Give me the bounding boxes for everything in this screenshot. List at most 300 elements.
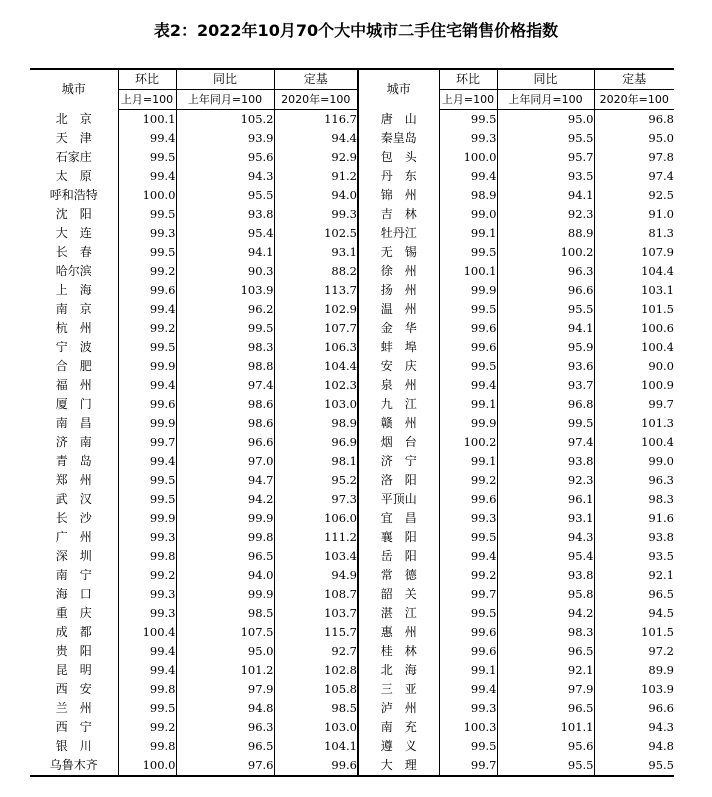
right-mom-cell: 99.5 bbox=[439, 604, 497, 623]
right-mom-cell: 100.3 bbox=[439, 718, 497, 737]
left-fixed-cell: 94.4 bbox=[274, 129, 358, 148]
right-fixed-cell: 97.2 bbox=[594, 642, 674, 661]
right-city-cell: 烟 台 bbox=[380, 435, 417, 449]
table-row bbox=[30, 338, 674, 357]
left-mom-cell: 99.6 bbox=[118, 281, 176, 300]
left-mom-cell: 99.2 bbox=[118, 718, 176, 737]
right-mom-cell: 99.1 bbox=[439, 452, 497, 471]
left-mom-cell: 99.9 bbox=[118, 414, 176, 433]
left-mom-cell: 99.2 bbox=[118, 566, 176, 585]
table-row bbox=[30, 528, 674, 547]
right-mom-cell: 99.3 bbox=[439, 129, 497, 148]
right-fixed-cell: 92.5 bbox=[594, 186, 674, 205]
left-yoy-cell: 107.5 bbox=[176, 623, 274, 642]
left-yoy-cell: 95.4 bbox=[176, 224, 274, 243]
right-mom-cell: 99.4 bbox=[439, 680, 497, 699]
right-mom-cell: 99.5 bbox=[439, 110, 497, 130]
left-mom-cell: 99.4 bbox=[118, 300, 176, 319]
table-row bbox=[30, 566, 674, 585]
left-fixed-cell: 93.1 bbox=[274, 243, 358, 262]
left-fixed-cell: 103.4 bbox=[274, 547, 358, 566]
table-row bbox=[30, 414, 674, 433]
right-city-cell: 湛 江 bbox=[380, 606, 417, 620]
left-fixed-cell: 104.1 bbox=[274, 737, 358, 756]
right-city-cell: 遵 义 bbox=[380, 739, 417, 753]
right-mom-cell: 99.7 bbox=[439, 756, 497, 776]
left-fixed-cell: 104.4 bbox=[274, 357, 358, 376]
table-row bbox=[30, 300, 674, 319]
left-yoy-cell: 96.5 bbox=[176, 547, 274, 566]
left-fixed-cell: 94.0 bbox=[274, 186, 358, 205]
left-city-cell: 厦 门 bbox=[55, 397, 92, 411]
header-yoy-base-left: 上年同月=100 bbox=[176, 90, 274, 110]
table-row bbox=[30, 243, 674, 262]
right-fixed-cell: 101.5 bbox=[594, 300, 674, 319]
right-yoy-cell: 95.4 bbox=[497, 547, 594, 566]
left-yoy-cell: 96.6 bbox=[176, 433, 274, 452]
table-row bbox=[30, 490, 674, 509]
left-mom-cell: 100.1 bbox=[118, 110, 176, 130]
left-yoy-cell: 98.6 bbox=[176, 395, 274, 414]
right-fixed-cell: 100.9 bbox=[594, 376, 674, 395]
left-yoy-cell: 95.5 bbox=[176, 186, 274, 205]
left-fixed-cell: 99.6 bbox=[274, 756, 358, 776]
left-yoy-cell: 94.3 bbox=[176, 167, 274, 186]
left-yoy-cell: 98.8 bbox=[176, 357, 274, 376]
table-row bbox=[30, 509, 674, 528]
left-city-cell: 天 津 bbox=[55, 131, 92, 145]
right-city-cell: 韶 关 bbox=[380, 587, 417, 601]
left-yoy-cell: 99.8 bbox=[176, 528, 274, 547]
left-fixed-cell: 102.8 bbox=[274, 661, 358, 680]
left-mom-cell: 99.5 bbox=[118, 490, 176, 509]
left-fixed-cell: 88.2 bbox=[274, 262, 358, 281]
right-mom-cell: 99.6 bbox=[439, 642, 497, 661]
left-city-cell: 石家庄 bbox=[55, 150, 92, 164]
left-mom-cell: 99.7 bbox=[118, 433, 176, 452]
left-fixed-cell: 92.7 bbox=[274, 642, 358, 661]
left-yoy-cell: 96.3 bbox=[176, 718, 274, 737]
right-fixed-cell: 97.8 bbox=[594, 148, 674, 167]
left-fixed-cell: 102.5 bbox=[274, 224, 358, 243]
left-fixed-cell: 98.5 bbox=[274, 699, 358, 718]
left-city-cell: 西 安 bbox=[55, 682, 92, 696]
left-yoy-cell: 99.9 bbox=[176, 509, 274, 528]
left-yoy-cell: 99.5 bbox=[176, 319, 274, 338]
left-yoy-cell: 99.9 bbox=[176, 585, 274, 604]
left-fixed-cell: 102.3 bbox=[274, 376, 358, 395]
table-body bbox=[30, 110, 674, 777]
left-city-cell: 兰 州 bbox=[55, 701, 92, 715]
right-city-cell: 平顶山 bbox=[380, 492, 417, 506]
right-mom-cell: 99.4 bbox=[439, 376, 497, 395]
right-yoy-cell: 93.6 bbox=[497, 357, 594, 376]
left-yoy-cell: 93.9 bbox=[176, 129, 274, 148]
left-city-cell: 沈 阳 bbox=[55, 207, 92, 221]
right-mom-cell: 99.5 bbox=[439, 528, 497, 547]
right-yoy-cell: 93.1 bbox=[497, 509, 594, 528]
table-row bbox=[30, 357, 674, 376]
left-fixed-cell: 107.7 bbox=[274, 319, 358, 338]
right-yoy-cell: 92.3 bbox=[497, 205, 594, 224]
left-yoy-cell: 93.8 bbox=[176, 205, 274, 224]
header-mom-base-left: 上月=100 bbox=[118, 90, 176, 110]
header-fixed-base-right: 2020年=100 bbox=[594, 90, 674, 110]
right-fixed-cell: 94.3 bbox=[594, 718, 674, 737]
right-city-cell: 济 宁 bbox=[380, 454, 417, 468]
header-yoy-left: 同比 bbox=[176, 69, 274, 90]
left-mom-cell: 99.2 bbox=[118, 319, 176, 338]
right-mom-cell: 99.5 bbox=[439, 243, 497, 262]
right-fixed-cell: 100.4 bbox=[594, 338, 674, 357]
right-fixed-cell: 89.9 bbox=[594, 661, 674, 680]
right-city-cell: 丹 东 bbox=[380, 169, 417, 183]
right-yoy-cell: 96.8 bbox=[497, 395, 594, 414]
left-yoy-cell: 98.3 bbox=[176, 338, 274, 357]
left-city-cell: 呼和浩特 bbox=[49, 188, 98, 202]
left-yoy-cell: 97.0 bbox=[176, 452, 274, 471]
right-city-cell: 常 德 bbox=[380, 568, 417, 582]
right-yoy-cell: 100.2 bbox=[497, 243, 594, 262]
left-mom-cell: 99.3 bbox=[118, 604, 176, 623]
left-mom-cell: 99.2 bbox=[118, 262, 176, 281]
right-city-cell: 无 锡 bbox=[380, 245, 417, 259]
right-mom-cell: 98.9 bbox=[439, 186, 497, 205]
table-row bbox=[30, 167, 674, 186]
right-mom-cell: 99.1 bbox=[439, 395, 497, 414]
right-fixed-cell: 81.3 bbox=[594, 224, 674, 243]
right-mom-cell: 99.3 bbox=[439, 699, 497, 718]
table-row bbox=[30, 680, 674, 699]
left-city-cell: 合 肥 bbox=[55, 359, 92, 373]
left-fixed-cell: 99.3 bbox=[274, 205, 358, 224]
right-yoy-cell: 95.6 bbox=[497, 737, 594, 756]
right-fixed-cell: 93.8 bbox=[594, 528, 674, 547]
table-title: 表2：2022年10月70个大中城市二手住宅销售价格指数 bbox=[153, 21, 559, 40]
left-mom-cell: 99.4 bbox=[118, 642, 176, 661]
left-city-cell: 青 岛 bbox=[55, 454, 92, 468]
left-mom-cell: 99.3 bbox=[118, 224, 176, 243]
price-index-table bbox=[30, 68, 674, 777]
table-row bbox=[30, 471, 674, 490]
left-fixed-cell: 115.7 bbox=[274, 623, 358, 642]
right-city-cell: 金 华 bbox=[380, 321, 417, 335]
right-fixed-cell: 96.5 bbox=[594, 585, 674, 604]
left-yoy-cell: 95.0 bbox=[176, 642, 274, 661]
left-yoy-cell: 90.3 bbox=[176, 262, 274, 281]
left-mom-cell: 99.9 bbox=[118, 509, 176, 528]
right-mom-cell: 99.9 bbox=[439, 281, 497, 300]
table-row bbox=[30, 452, 674, 471]
right-fixed-cell: 94.5 bbox=[594, 604, 674, 623]
left-fixed-cell: 113.7 bbox=[274, 281, 358, 300]
left-city-cell: 深 圳 bbox=[55, 549, 92, 563]
right-city-cell: 温 州 bbox=[380, 302, 417, 316]
left-fixed-cell: 91.2 bbox=[274, 167, 358, 186]
right-mom-cell: 99.9 bbox=[439, 414, 497, 433]
right-fixed-cell: 103.9 bbox=[594, 680, 674, 699]
right-city-cell: 牡丹江 bbox=[380, 226, 417, 240]
left-city-cell: 南 京 bbox=[55, 302, 92, 316]
right-city-cell: 三 亚 bbox=[380, 682, 417, 696]
left-mom-cell: 99.9 bbox=[118, 357, 176, 376]
header-row-2 bbox=[30, 90, 674, 110]
right-yoy-cell: 94.1 bbox=[497, 319, 594, 338]
table-row bbox=[30, 262, 674, 281]
right-yoy-cell: 98.3 bbox=[497, 623, 594, 642]
right-fixed-cell: 98.3 bbox=[594, 490, 674, 509]
left-fixed-cell: 102.9 bbox=[274, 300, 358, 319]
right-city-cell: 锦 州 bbox=[380, 188, 417, 202]
left-city-cell: 银 川 bbox=[55, 739, 92, 753]
left-mom-cell: 99.3 bbox=[118, 528, 176, 547]
table-row bbox=[30, 718, 674, 737]
left-mom-cell: 99.4 bbox=[118, 129, 176, 148]
left-yoy-cell: 98.5 bbox=[176, 604, 274, 623]
right-yoy-cell: 95.0 bbox=[497, 110, 594, 130]
left-fixed-cell: 98.9 bbox=[274, 414, 358, 433]
left-city-cell: 南 昌 bbox=[55, 416, 92, 430]
right-fixed-cell: 104.4 bbox=[594, 262, 674, 281]
left-fixed-cell: 95.2 bbox=[274, 471, 358, 490]
right-fixed-cell: 95.5 bbox=[594, 756, 674, 776]
right-yoy-cell: 92.3 bbox=[497, 471, 594, 490]
left-fixed-cell: 106.3 bbox=[274, 338, 358, 357]
left-yoy-cell: 94.2 bbox=[176, 490, 274, 509]
right-yoy-cell: 95.8 bbox=[497, 585, 594, 604]
left-city-cell: 郑 州 bbox=[55, 473, 92, 487]
right-fixed-cell: 101.3 bbox=[594, 414, 674, 433]
table-row bbox=[30, 129, 674, 148]
right-mom-cell: 99.1 bbox=[439, 224, 497, 243]
left-fixed-cell: 106.0 bbox=[274, 509, 358, 528]
right-fixed-cell: 94.8 bbox=[594, 737, 674, 756]
right-mom-cell: 99.3 bbox=[439, 509, 497, 528]
left-city-cell: 杭 州 bbox=[55, 321, 92, 335]
right-mom-cell: 99.7 bbox=[439, 585, 497, 604]
right-yoy-cell: 95.5 bbox=[497, 300, 594, 319]
left-yoy-cell: 97.9 bbox=[176, 680, 274, 699]
header-yoy-base-right: 上年同月=100 bbox=[497, 90, 594, 110]
table-row bbox=[30, 148, 674, 167]
right-fixed-cell: 91.0 bbox=[594, 205, 674, 224]
table-row bbox=[30, 376, 674, 395]
right-fixed-cell: 93.5 bbox=[594, 547, 674, 566]
right-fixed-cell: 91.6 bbox=[594, 509, 674, 528]
right-yoy-cell: 97.9 bbox=[497, 680, 594, 699]
right-yoy-cell: 95.5 bbox=[497, 129, 594, 148]
right-yoy-cell: 92.1 bbox=[497, 661, 594, 680]
right-city-cell: 蚌 埠 bbox=[380, 340, 417, 354]
right-yoy-cell: 95.5 bbox=[497, 756, 594, 776]
left-mom-cell: 100.0 bbox=[118, 186, 176, 205]
right-city-cell: 惠 州 bbox=[380, 625, 417, 639]
left-yoy-cell: 97.4 bbox=[176, 376, 274, 395]
left-yoy-cell: 96.2 bbox=[176, 300, 274, 319]
right-mom-cell: 99.5 bbox=[439, 300, 497, 319]
right-fixed-cell: 97.4 bbox=[594, 167, 674, 186]
right-mom-cell: 99.4 bbox=[439, 167, 497, 186]
right-city-cell: 宜 昌 bbox=[380, 511, 417, 525]
left-fixed-cell: 105.8 bbox=[274, 680, 358, 699]
header-mom-right: 环比 bbox=[439, 69, 497, 90]
left-city-cell: 南 宁 bbox=[55, 568, 92, 582]
left-mom-cell: 99.5 bbox=[118, 471, 176, 490]
left-yoy-cell: 94.0 bbox=[176, 566, 274, 585]
right-city-cell: 包 头 bbox=[380, 150, 417, 164]
left-mom-cell: 99.5 bbox=[118, 338, 176, 357]
right-mom-cell: 99.6 bbox=[439, 338, 497, 357]
left-fixed-cell: 92.9 bbox=[274, 148, 358, 167]
right-city-cell: 大 理 bbox=[358, 756, 439, 776]
left-mom-cell: 99.8 bbox=[118, 737, 176, 756]
table-row bbox=[30, 433, 674, 452]
left-fixed-cell: 103.0 bbox=[274, 395, 358, 414]
left-city-cell: 海 口 bbox=[55, 587, 92, 601]
header-mom-base-right: 上月=100 bbox=[439, 90, 497, 110]
left-yoy-cell: 98.6 bbox=[176, 414, 274, 433]
right-mom-cell: 100.2 bbox=[439, 433, 497, 452]
left-city-cell: 广 州 bbox=[55, 530, 92, 544]
left-fixed-cell: 97.3 bbox=[274, 490, 358, 509]
left-city-cell: 长 春 bbox=[55, 245, 92, 259]
left-fixed-cell: 116.7 bbox=[274, 110, 358, 130]
left-fixed-cell: 111.2 bbox=[274, 528, 358, 547]
table-row bbox=[30, 585, 674, 604]
right-fixed-cell: 103.1 bbox=[594, 281, 674, 300]
right-mom-cell: 99.6 bbox=[439, 490, 497, 509]
right-city-cell: 九 江 bbox=[380, 397, 417, 411]
table-row bbox=[30, 110, 674, 130]
left-yoy-cell: 94.7 bbox=[176, 471, 274, 490]
table-row bbox=[30, 623, 674, 642]
left-mom-cell: 100.4 bbox=[118, 623, 176, 642]
right-mom-cell: 99.2 bbox=[439, 566, 497, 585]
left-fixed-cell: 108.7 bbox=[274, 585, 358, 604]
left-city-cell: 北 京 bbox=[55, 111, 92, 126]
right-city-cell: 徐 州 bbox=[380, 264, 417, 278]
right-fixed-cell: 99.7 bbox=[594, 395, 674, 414]
header-city-right: 城市 bbox=[358, 69, 439, 110]
table-row bbox=[30, 604, 674, 623]
left-mom-cell: 99.4 bbox=[118, 452, 176, 471]
right-yoy-cell: 101.1 bbox=[497, 718, 594, 737]
left-city-cell: 贵 阳 bbox=[55, 644, 92, 658]
left-city-cell: 福 州 bbox=[55, 378, 92, 392]
table-row bbox=[30, 699, 674, 718]
right-mom-cell: 99.0 bbox=[439, 205, 497, 224]
left-mom-cell: 99.6 bbox=[118, 395, 176, 414]
right-fixed-cell: 96.3 bbox=[594, 471, 674, 490]
table-row bbox=[30, 661, 674, 680]
left-city-cell: 长 沙 bbox=[55, 511, 92, 525]
right-mom-cell: 99.2 bbox=[439, 471, 497, 490]
right-yoy-cell: 93.7 bbox=[497, 376, 594, 395]
right-yoy-cell: 94.1 bbox=[497, 186, 594, 205]
right-yoy-cell: 97.4 bbox=[497, 433, 594, 452]
right-city-cell: 泉 州 bbox=[380, 378, 417, 392]
right-fixed-cell: 92.1 bbox=[594, 566, 674, 585]
right-city-cell: 洛 阳 bbox=[380, 473, 417, 487]
right-yoy-cell: 94.2 bbox=[497, 604, 594, 623]
right-fixed-cell: 100.4 bbox=[594, 433, 674, 452]
right-yoy-cell: 96.5 bbox=[497, 699, 594, 718]
table-row bbox=[30, 224, 674, 243]
right-fixed-cell: 107.9 bbox=[594, 243, 674, 262]
left-fixed-cell: 96.9 bbox=[274, 433, 358, 452]
right-city-cell: 扬 州 bbox=[380, 283, 417, 297]
left-city-cell: 成 都 bbox=[55, 625, 92, 639]
header-fixed-left: 定基 bbox=[274, 69, 358, 90]
right-city-cell: 赣 州 bbox=[380, 416, 417, 430]
left-city-cell: 昆 明 bbox=[55, 663, 92, 677]
right-city-cell: 桂 林 bbox=[380, 644, 417, 658]
table-row bbox=[30, 756, 674, 776]
header-fixed-base-left: 2020年=100 bbox=[274, 90, 358, 110]
left-city-cell: 宁 波 bbox=[55, 340, 92, 354]
right-yoy-cell: 94.3 bbox=[497, 528, 594, 547]
right-mom-cell: 99.5 bbox=[439, 357, 497, 376]
left-city-cell: 重 庆 bbox=[55, 606, 92, 620]
left-city-cell: 上 海 bbox=[55, 283, 92, 297]
right-city-cell: 吉 林 bbox=[380, 207, 417, 221]
right-city-cell: 泸 州 bbox=[380, 701, 417, 715]
header-yoy-right: 同比 bbox=[497, 69, 594, 90]
left-mom-cell: 99.5 bbox=[118, 699, 176, 718]
right-city-cell: 北 海 bbox=[380, 663, 417, 677]
left-yoy-cell: 105.2 bbox=[176, 110, 274, 130]
left-mom-cell: 99.4 bbox=[118, 376, 176, 395]
right-yoy-cell: 88.9 bbox=[497, 224, 594, 243]
right-city-cell: 唐 山 bbox=[380, 111, 417, 126]
right-mom-cell: 100.1 bbox=[439, 262, 497, 281]
left-mom-cell: 100.0 bbox=[118, 756, 176, 776]
left-mom-cell: 99.5 bbox=[118, 205, 176, 224]
left-yoy-cell: 94.8 bbox=[176, 699, 274, 718]
left-mom-cell: 99.8 bbox=[118, 547, 176, 566]
right-yoy-cell: 96.3 bbox=[497, 262, 594, 281]
left-mom-cell: 99.5 bbox=[118, 148, 176, 167]
left-city-cell: 武 汉 bbox=[55, 492, 92, 506]
left-mom-cell: 99.5 bbox=[118, 243, 176, 262]
right-fixed-cell: 99.0 bbox=[594, 452, 674, 471]
table-row bbox=[30, 205, 674, 224]
right-mom-cell: 100.0 bbox=[439, 148, 497, 167]
right-fixed-cell: 96.6 bbox=[594, 699, 674, 718]
right-fixed-cell: 95.0 bbox=[594, 129, 674, 148]
left-mom-cell: 99.4 bbox=[118, 167, 176, 186]
right-fixed-cell: 90.0 bbox=[594, 357, 674, 376]
right-yoy-cell: 96.5 bbox=[497, 642, 594, 661]
right-yoy-cell: 96.6 bbox=[497, 281, 594, 300]
left-yoy-cell: 97.6 bbox=[176, 756, 274, 776]
header-mom-left: 环比 bbox=[118, 69, 176, 90]
table-row bbox=[30, 547, 674, 566]
left-yoy-cell: 96.5 bbox=[176, 737, 274, 756]
right-city-cell: 岳 阳 bbox=[380, 549, 417, 563]
right-mom-cell: 99.5 bbox=[439, 737, 497, 756]
header-fixed-right: 定基 bbox=[594, 69, 674, 90]
right-city-cell: 南 充 bbox=[380, 720, 417, 734]
table-row bbox=[30, 281, 674, 300]
right-yoy-cell: 96.1 bbox=[497, 490, 594, 509]
left-city-cell: 济 南 bbox=[55, 435, 92, 449]
left-fixed-cell: 98.1 bbox=[274, 452, 358, 471]
left-mom-cell: 99.3 bbox=[118, 585, 176, 604]
table-row bbox=[30, 186, 674, 205]
left-yoy-cell: 94.1 bbox=[176, 243, 274, 262]
right-fixed-cell: 101.5 bbox=[594, 623, 674, 642]
